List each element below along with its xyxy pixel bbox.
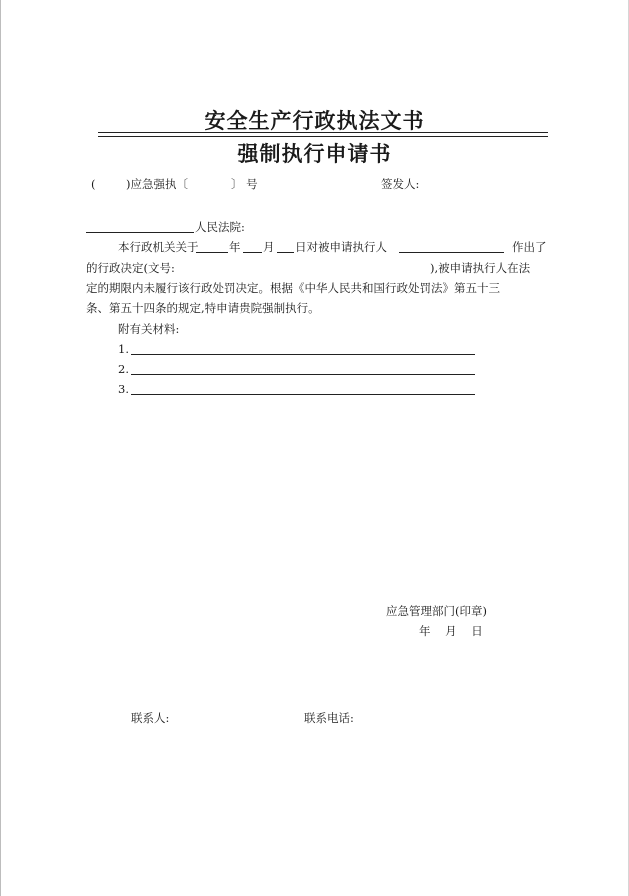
attachment-blank-2 xyxy=(131,374,475,375)
doc-number-open: ( xyxy=(91,177,96,191)
year-label: 年 xyxy=(229,240,241,254)
decision-label: 的行政决定(文号: xyxy=(86,261,175,275)
court-name-blank xyxy=(86,232,194,233)
day-against-label: 日对被申请执行人 xyxy=(295,240,387,254)
attachment-number-3: 3. xyxy=(118,382,129,396)
body-line-4: 条、第五十四条的规定,特申请贵院强制执行。 xyxy=(86,301,320,315)
day-blank xyxy=(277,252,294,253)
attachment-blank-3 xyxy=(131,394,475,395)
doc-number-middle: )应急强执〔 xyxy=(126,177,188,191)
attachment-blank-1 xyxy=(131,354,475,355)
court-suffix: 人民法院: xyxy=(195,220,245,234)
date-label: 年 月 日 xyxy=(419,624,483,638)
document-title: 安全生产行政执法文书 xyxy=(204,108,425,133)
body-line-3: 定的期限内未履行该行政处罚决定。根据《中华人民共和国行政处罚法》第五十三 xyxy=(86,281,500,295)
month-blank xyxy=(243,252,262,253)
respondent-blank xyxy=(399,252,504,253)
attachments-label: 附有关材料: xyxy=(118,322,180,336)
body-intro: 本行政机关关于 xyxy=(118,240,199,254)
phone-label: 联系电话: xyxy=(304,711,354,725)
attachment-number-2: 2. xyxy=(118,362,129,376)
decision-tail: ),被申请执行人在法 xyxy=(430,261,531,275)
issuer-label: 签发人: xyxy=(381,177,420,191)
doc-number-end: 〕 号 xyxy=(231,177,258,191)
document-subtitle: 强制执行申请书 xyxy=(237,141,392,166)
title-rule-thin xyxy=(98,132,548,133)
made-label: 作出了 xyxy=(512,240,547,254)
seal-label: 应急管理部门(印章) xyxy=(386,604,487,618)
contact-label: 联系人: xyxy=(131,711,170,725)
title-rule-thick xyxy=(98,136,548,137)
attachment-number-1: 1. xyxy=(118,342,129,356)
year-blank xyxy=(196,252,228,253)
month-label: 月 xyxy=(263,240,275,254)
